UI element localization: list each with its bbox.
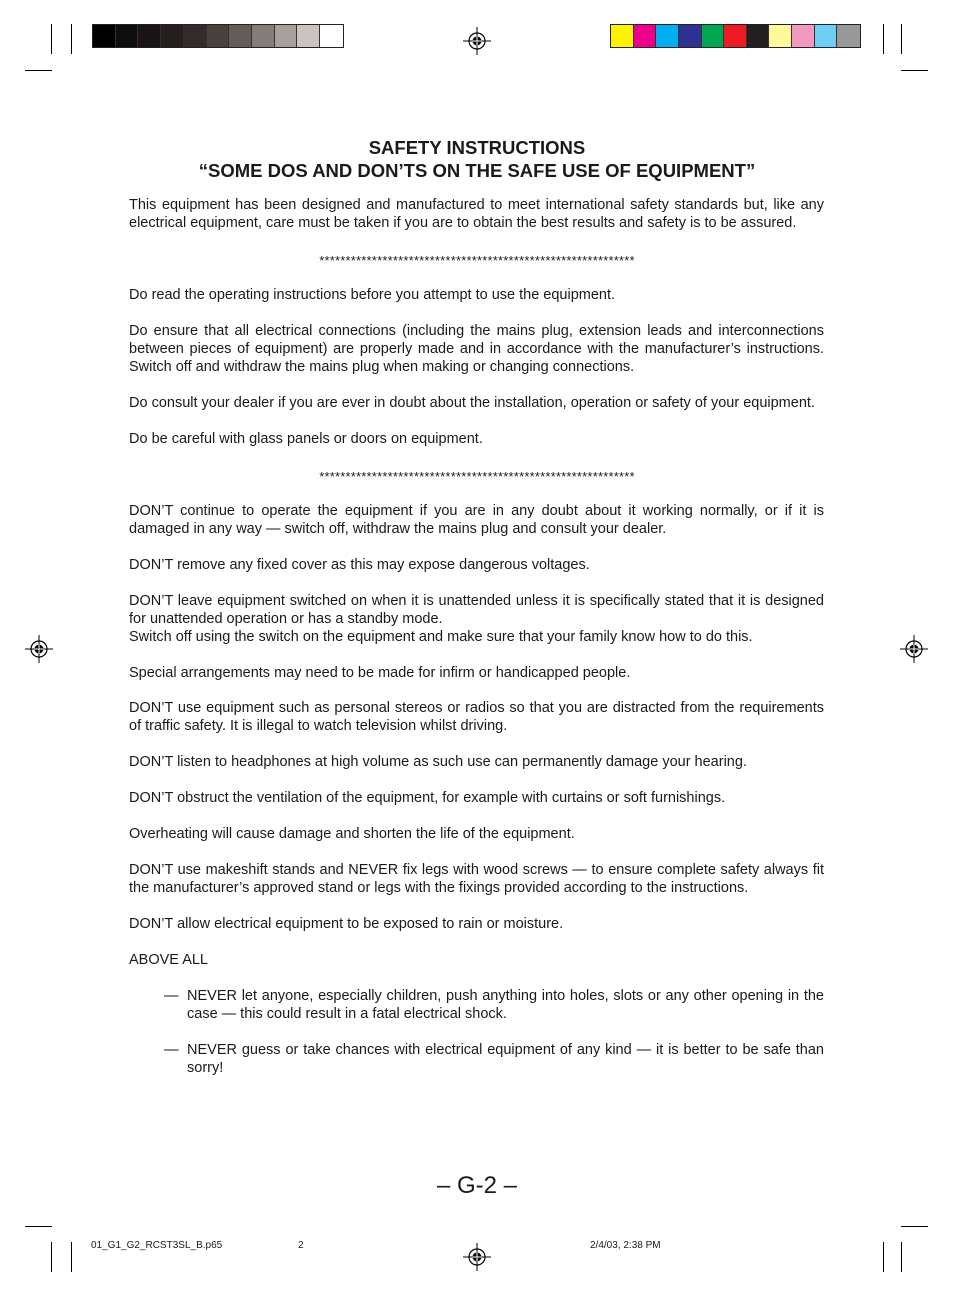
registration-mark-icon	[463, 1243, 491, 1271]
crop-mark	[71, 24, 72, 54]
crop-mark	[71, 1242, 72, 1272]
above-all-heading: ABOVE ALL	[129, 952, 208, 968]
registration-mark-icon	[463, 27, 491, 55]
dont-paragraph: DON’T continue to operate the equipment if you are in any doubt about it working normally, or if it is damaged in any way — switch off, withdraw the mains plug and consult your dealer.	[129, 503, 824, 537]
color-swatch	[702, 25, 725, 47]
color-swatch	[656, 25, 679, 47]
dont-paragraph: DON’T obstruct the ventilation of the equipment, for example with curtains or soft furnishings.	[129, 790, 726, 806]
crop-mark	[883, 1242, 884, 1272]
color-swatch	[724, 25, 747, 47]
color-swatch	[275, 25, 298, 47]
color-swatch	[252, 25, 275, 47]
color-swatch	[93, 25, 116, 47]
crop-mark	[25, 1226, 52, 1227]
dont-paragraph: DON’T allow electrical equipment to be exposed to rain or moisture.	[129, 916, 564, 932]
dont-paragraph: DON’T use makeshift stands and NEVER fix legs with wood screws — to ensure complete safety always fit the manufacturer’s approved stand or legs with the fixings provided according to the instructions.	[129, 862, 824, 896]
color-swatch	[679, 25, 702, 47]
footer-timestamp: 2/4/03, 2:38 PM	[590, 1240, 661, 1251]
color-swatch	[792, 25, 815, 47]
color-swatch	[747, 25, 770, 47]
bullet-dash: —	[164, 988, 179, 1004]
color-swatch	[138, 25, 161, 47]
dont-paragraph: DON’T listen to headphones at high volume as such use can permanently damage your hearing.	[129, 754, 747, 770]
bullet-dash: —	[164, 1042, 179, 1058]
dont-paragraph: Overheating will cause damage and shorten the life of the equipment.	[129, 826, 575, 842]
crop-mark	[901, 1242, 902, 1272]
color-swatch	[184, 25, 207, 47]
crop-mark	[901, 1226, 928, 1227]
color-swatch	[611, 25, 634, 47]
color-swatch	[320, 25, 343, 47]
color-calibration-bar	[610, 24, 861, 48]
dont-paragraph: DON’T use equipment such as personal stereos or radios so that you are distracted from the requirements of traffic safety. It is illegal to watch television whilst driving.	[129, 700, 824, 734]
page-number: – G-2 –	[436, 1172, 518, 1199]
do-paragraph: Do consult your dealer if you are ever in doubt about the installation, operation or safety of your equipment.	[129, 395, 815, 411]
crop-mark	[51, 24, 52, 54]
registration-mark-icon	[25, 635, 53, 663]
bullet-text: NEVER let anyone, especially children, push anything into holes, slots or any other opening in the case — this could result in a fatal electrical shock.	[187, 988, 824, 1022]
color-swatch	[769, 25, 792, 47]
color-swatch	[229, 25, 252, 47]
bullet-text: NEVER guess or take chances with electrical equipment of any kind — it is better to be safe than sorry!	[187, 1042, 824, 1076]
dont-paragraph: DON’T remove any fixed cover as this may expose dangerous voltages.	[129, 557, 590, 573]
color-swatch	[207, 25, 230, 47]
crop-mark	[51, 1242, 52, 1272]
dont-paragraph: Switch off using the switch on the equipment and make sure that your family know how to do this.	[129, 629, 753, 645]
do-paragraph: Do read the operating instructions before you attempt to use the equipment.	[129, 287, 616, 303]
do-paragraph: Do ensure that all electrical connections (including the mains plug, extension leads and interconnections between pieces of equipment) are properly made and in accordance with the manufacturer’s instructions. Switch off and withdraw the mains plug when making or changing connections.	[129, 323, 824, 375]
color-swatch	[161, 25, 184, 47]
footer-page: 2	[298, 1240, 304, 1251]
crop-mark	[901, 24, 902, 54]
separator-stars: ************************************************************	[319, 253, 635, 268]
color-swatch	[116, 25, 139, 47]
dont-paragraph: DON’T leave equipment switched on when it is unattended unless it is specifically stated that it is designed for unattended operation or has a standby mode.	[129, 593, 824, 627]
registration-mark-icon	[900, 635, 928, 663]
intro-paragraph: This equipment has been designed and manufactured to meet international safety standards but, like any electrical equipment, care must be taken if you are to obtain the best results and safety is to be assured.	[129, 197, 824, 231]
color-swatch	[297, 25, 320, 47]
dont-paragraph: Special arrangements may need to be made for infirm or handicapped people.	[129, 665, 631, 681]
page-title-line-1: SAFETY INSTRUCTIONS	[368, 137, 586, 158]
do-paragraph: Do be careful with glass panels or doors on equipment.	[129, 431, 483, 447]
crop-mark	[901, 70, 928, 71]
color-swatch	[634, 25, 657, 47]
color-swatch	[815, 25, 838, 47]
crop-mark	[883, 24, 884, 54]
footer-filename: 01_G1_G2_RCST3SL_B.p65	[91, 1240, 223, 1251]
grayscale-calibration-bar	[92, 24, 344, 48]
color-swatch	[837, 25, 860, 47]
page-title-line-2: “SOME DOS AND DON’TS ON THE SAFE USE OF EQUIPMENT”	[198, 160, 756, 181]
separator-stars: ************************************************************	[319, 469, 635, 484]
crop-mark	[25, 70, 52, 71]
